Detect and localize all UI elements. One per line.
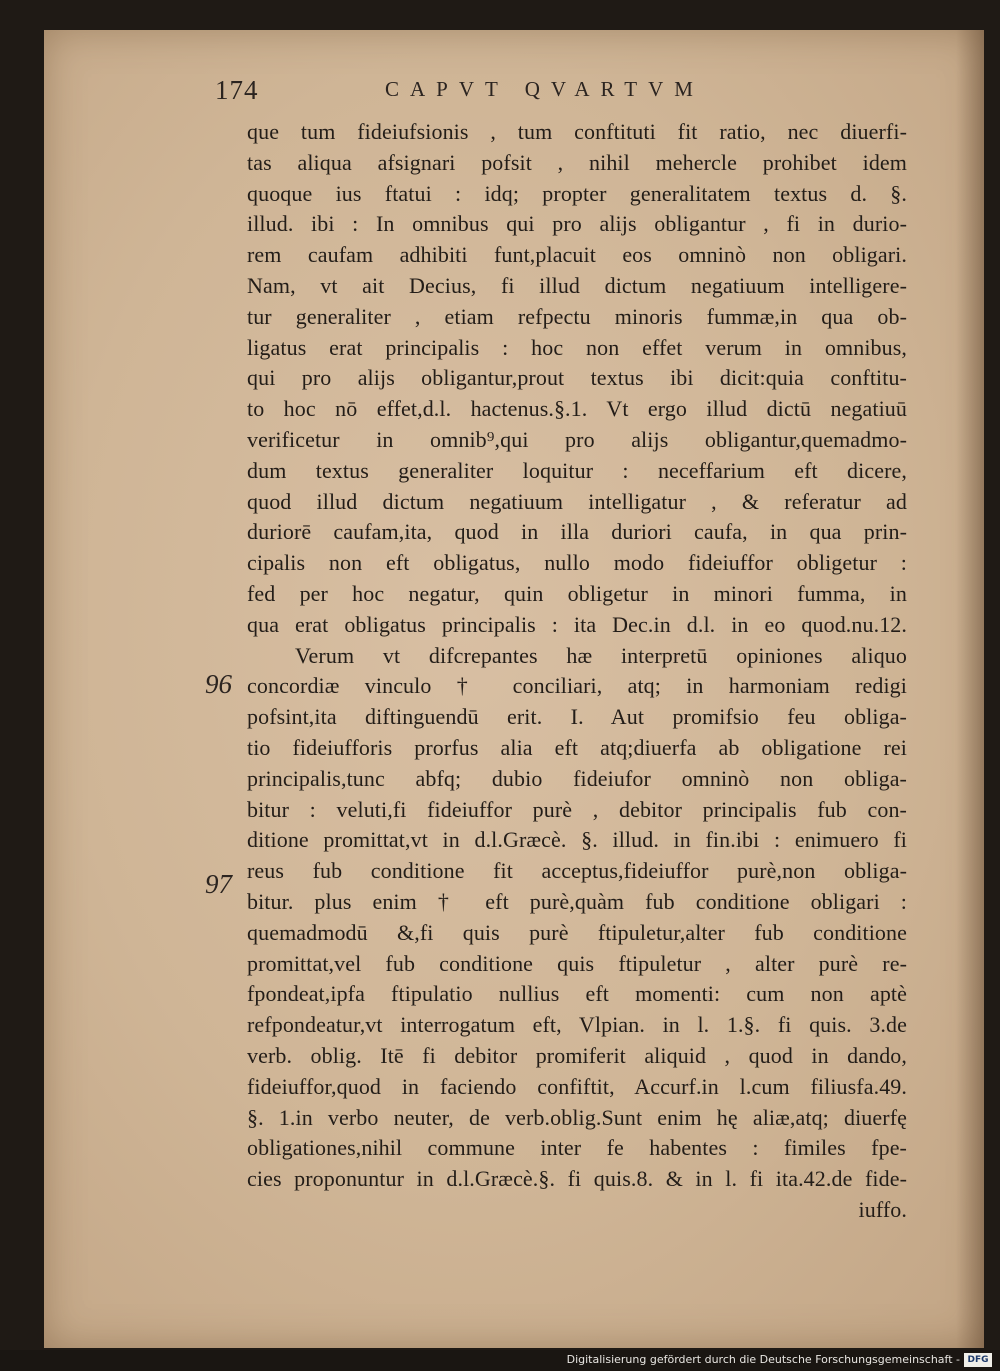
- text-line: rem caufam adhibiti funt,placuit eos omninò non obligari.: [247, 242, 907, 268]
- text-line: refpondeatur,vt interrogatum eft, Vlpian. in l. 1.§. fi quis. 3.de: [247, 1012, 907, 1038]
- text-line: pofsint,ita diftinguendū erit. I. Aut promifsio feu obliga-: [247, 704, 907, 730]
- text-line: reus fub conditione fit acceptus,fideiuffor purè,non obliga-: [247, 858, 907, 884]
- margin-number: 96: [205, 669, 232, 699]
- margin-number: 97: [205, 869, 232, 899]
- text-line: qui pro alijs obligantur,prout textus ibi dicit:quia conftitu-: [247, 365, 907, 391]
- text-line: tas aliqua afsignari pofsit , nihil mehercle prohibet idem: [247, 149, 907, 175]
- text-line: quoque ius ftatui : idq; propter generalitatem textus d. §.: [247, 180, 907, 206]
- text-line: verificetur in omnib⁹,qui pro alijs obligantur,quemadmo-: [247, 426, 907, 452]
- text-line: tur generaliter , etiam refpectu minoris fummæ,in qua ob-: [247, 303, 907, 329]
- text-line: verb. oblig. Itē fi debitor promiferit aliquid , quod in dando,: [247, 1042, 907, 1068]
- text-line: fideiuffor,quod in faciendo confiftit, Accurf.in l.cum filiusfa.49.: [247, 1073, 907, 1099]
- text-line: concordiæ vinculo † conciliari, atq; in harmoniam redigi: [247, 673, 907, 699]
- text-line: principalis,tunc abfq; dubio fideiufor omninò non obliga-: [247, 765, 907, 791]
- text-line: fed per hoc negatur, quin obligetur in minori fumma, in: [247, 580, 907, 606]
- text-line: que tum fideiufsionis , tum conftituti fit ratio, nec diuerfi-: [247, 119, 907, 144]
- text-line: dum textus generaliter loquitur : neceffarium eft dicere,: [247, 457, 907, 483]
- text-line: cies proponuntur in d.l.Græcè.§. fi quis.8. & in l. fi ita.42.de fide-: [247, 1166, 907, 1192]
- text-line: ditione promittat,vt in d.l.Græcè. §. illud. in fin.ibi : enimuero fi: [247, 827, 907, 853]
- body-text: [247, 117, 907, 1226]
- text-line: Verum vt difcrepantes hæ interpretū opiniones aliquo: [295, 642, 907, 668]
- text-line: obligationes,nihil commune inter fe habentes : fimiles fpe-: [247, 1135, 907, 1161]
- text-line: §. 1.in verbo neuter, de verb.oblig.Sunt enim hę aliæ,atq; diuerfę: [247, 1104, 907, 1130]
- running-title: CAPVT QVARTVM: [385, 77, 704, 101]
- text-line: cipalis non eft obligatus, nullo modo fideiuffor obligetur :: [247, 550, 907, 576]
- text-line: to hoc nō effet,d.l. hactenus.§.1. Vt ergo illud dictū negatiuū: [247, 396, 907, 422]
- text-line: ligatus erat principalis : hoc non effet verum in omnibus,: [247, 334, 907, 360]
- text-line: iuffo.: [858, 1196, 907, 1222]
- text-line: bitur : veluti,fi fideiuffor purè , debitor principalis fub con-: [247, 796, 907, 822]
- text-line: Nam, vt ait Decius, fi illud dictum negatiuum intelligere-: [247, 272, 907, 298]
- text-line: quemadmodū &,fi quis purè ftipuletur,alter fub conditione: [247, 919, 907, 945]
- text-line: promittat,vel fub conditione quis ftipuletur , alter purè re-: [247, 950, 907, 976]
- text-line: qua erat obligatus principalis : ita Dec.in d.l. in eo quod.nu.12.: [247, 611, 907, 637]
- digitization-footer: [0, 1350, 1000, 1371]
- funding-credit: Digitalisierung gefördert durch die Deutsche Forschungsgemeinschaft -: [566, 1353, 960, 1366]
- text-line: duriorē caufam,ita, quod in illa duriori caufa, in qua prin-: [247, 519, 907, 545]
- text-line: bitur. plus enim † eft purè,quàm fub conditione obligari :: [247, 888, 907, 914]
- text-line: illud. ibi : In omnibus qui pro alijs obligantur , fi in durio-: [247, 211, 907, 237]
- page-edge-shadow: [956, 30, 984, 1348]
- page-number: 174: [215, 75, 259, 105]
- dfg-logo-icon: DFG: [964, 1353, 992, 1367]
- page-header: [215, 75, 855, 115]
- text-line: quod illud dictum negatiuum intelligatur , & referatur ad: [247, 488, 907, 514]
- text-line: tio fideiufforis prorfus alia eft atq;diuerfa ab obligatione rei: [247, 734, 907, 760]
- text-line: fpondeat,ipfa ftipulatio nullius eft momenti: cum non aptè: [247, 981, 907, 1007]
